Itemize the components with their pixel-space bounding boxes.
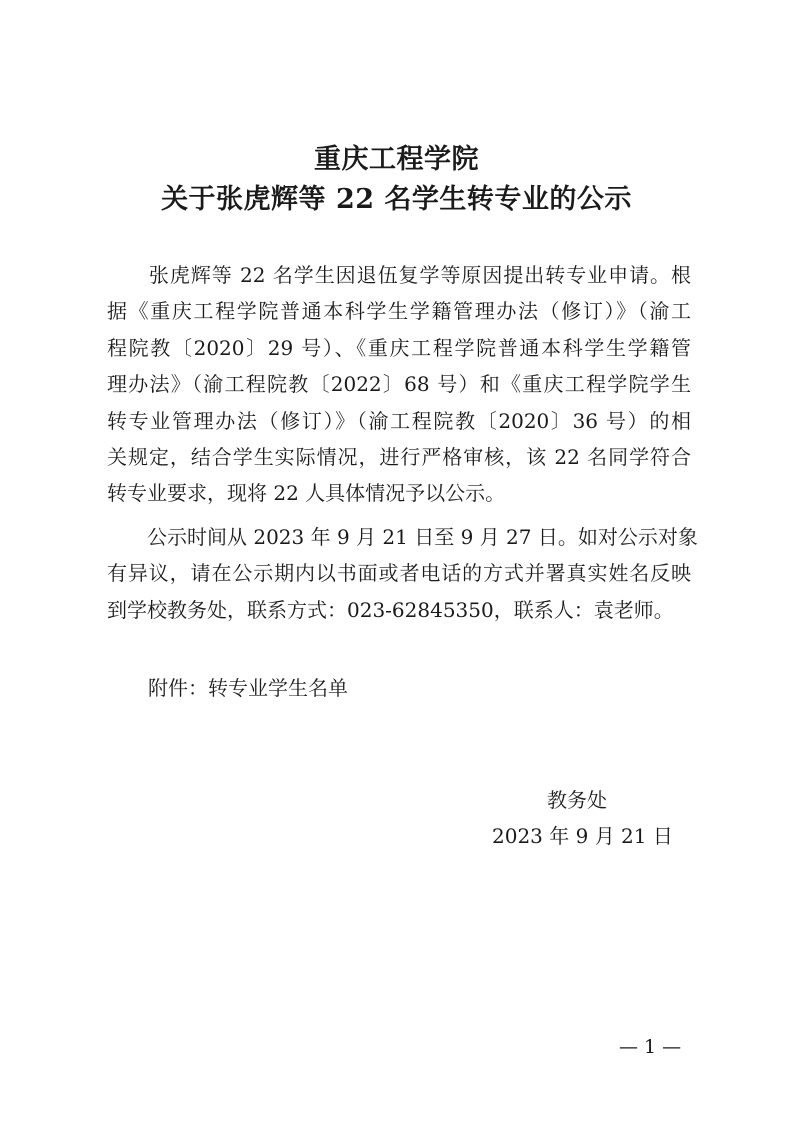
paragraph-2-line: 有异议，请在公示期内以书面或者电话的方式并署真实姓名反映: [107, 561, 691, 586]
document-title-line-2: 关于张虎辉等 22 名学生转专业的公示: [161, 184, 632, 215]
attachment-note: 附件：转专业学生名单: [148, 676, 348, 700]
document-title-line-1: 重庆工程学院: [314, 144, 479, 175]
paragraph-2-line: 公示时间从 2023 年 9 月 21 日至 9 月 27 日。如对公示对象: [107, 525, 698, 549]
paragraph-1-line: 程院教〔2020〕29 号）、《重庆工程学院普通本科学生学籍管: [107, 335, 691, 360]
paragraph-1-line: 理办法》（渝工程院教〔2022〕68 号）和《重庆工程学院学生: [107, 372, 691, 397]
paragraph-1-line: 转专业要求，现将 22 人具体情况予以公示。: [107, 481, 506, 506]
announcement-paragraph-1: [107, 257, 691, 512]
announcement-paragraph-2: [107, 519, 698, 628]
paragraph-1-line: 转专业管理办法（修订）》（渝工程院教〔2020〕36 号）的相: [107, 408, 691, 433]
paragraph-1-line: 关规定，结合学生实际情况，进行严格审核，该 22 名同学符合: [107, 445, 691, 470]
page-number: — 1 —: [619, 1036, 682, 1058]
paragraph-1-line: 据《重庆工程学院普通本科学生学籍管理办法（修订）》（渝工: [107, 299, 691, 324]
paragraph-1-line: 张虎辉等 22 名学生因退伍复学等原因提出转专业申请。根: [107, 263, 691, 287]
signature-date: 2023 年 9 月 21 日: [492, 824, 673, 848]
paragraph-2-line: 到学校教务处，联系方式：023-62845350，联系人：袁老师。: [107, 597, 674, 622]
signature-department: 教务处: [547, 788, 607, 812]
